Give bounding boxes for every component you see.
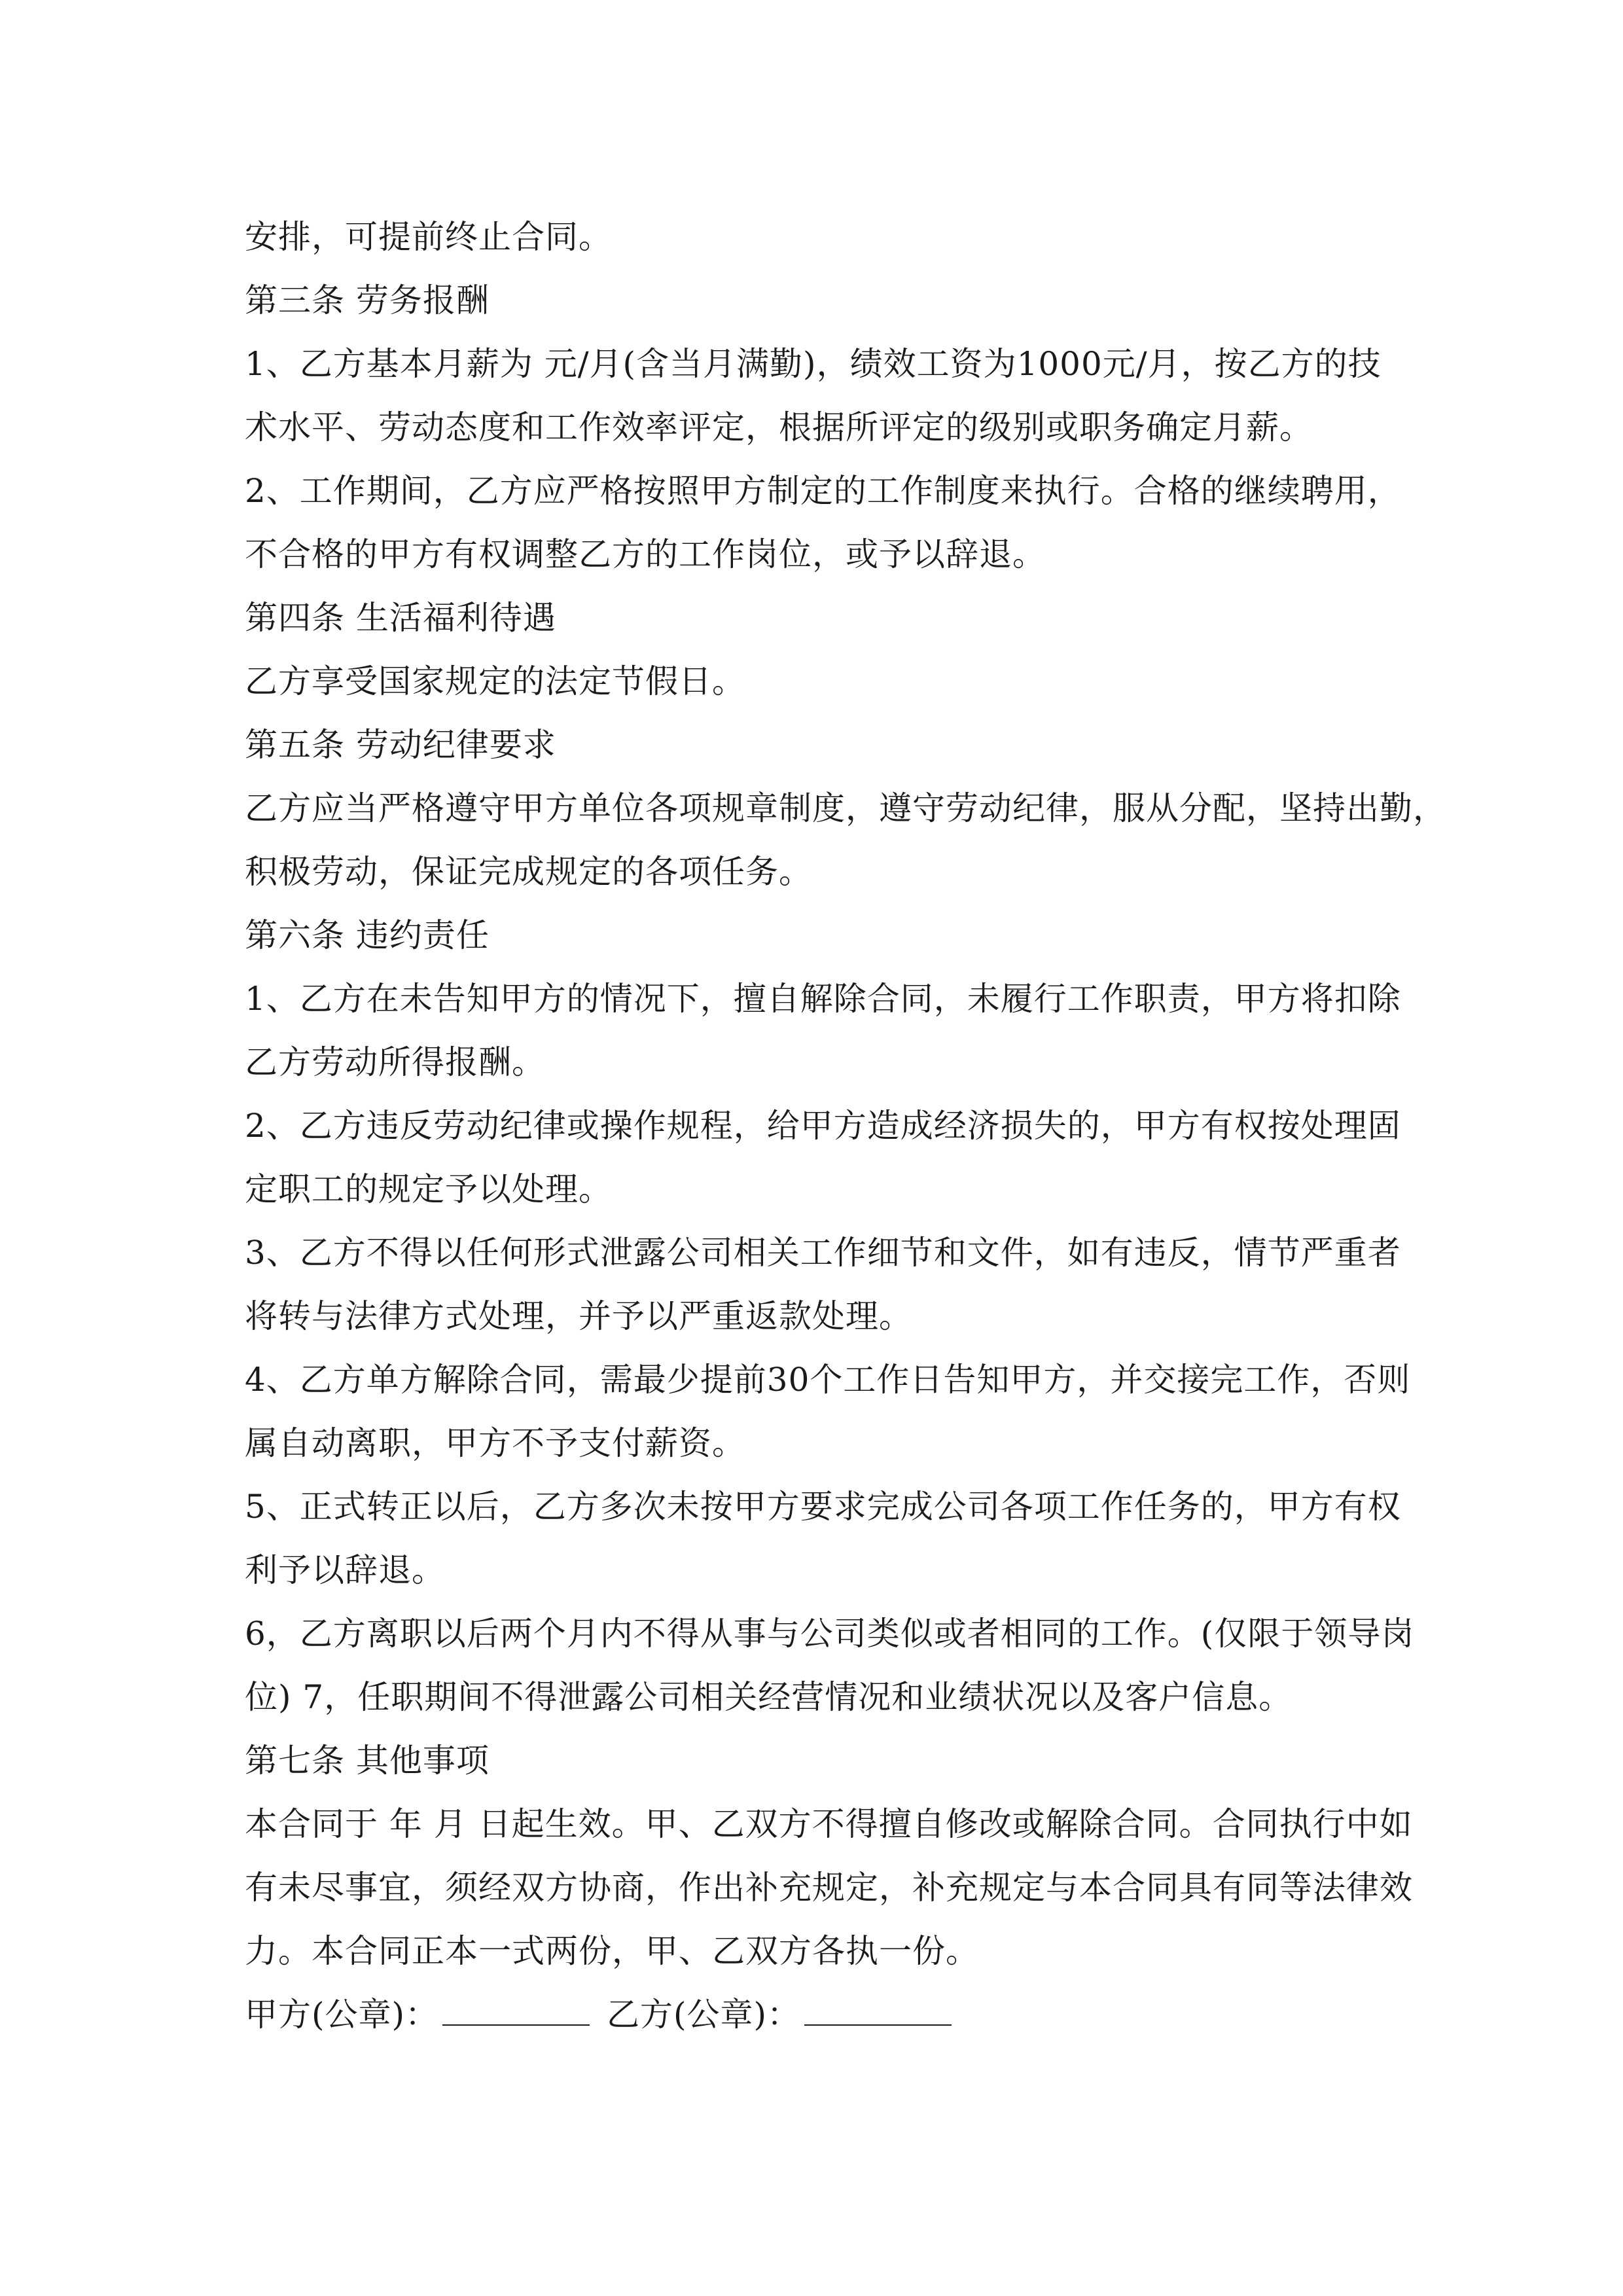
text-line: 有未尽事宜，须经双方协商，作出补充规定，补充规定与本合同具有同等法律效 — [245, 1869, 1413, 1907]
text-line: 安排，可提前终止合同。 — [245, 218, 612, 256]
party-a-seal-label: 甲方(公章)： — [245, 1996, 439, 2034]
party-b-seal-label: 乙方(公章)： — [607, 1996, 801, 2034]
text-line: 将转与法律方式处理，并予以严重返款处理。 — [245, 1297, 912, 1335]
text-line: 本合同于 年 月 日起生效。甲、乙双方不得擅自修改或解除合同。合同执行中如 — [245, 1805, 1413, 1843]
text-line: 积极劳动，保证完成规定的各项任务。 — [245, 853, 812, 891]
text-line: 利予以辞退。 — [245, 1551, 445, 1589]
text-line: 术水平、劳动态度和工作效率评定，根据所评定的级别或职务确定月薪。 — [245, 408, 1313, 446]
text-line: 5、正式转正以后，乙方多次未按甲方要求完成公司各项工作任务的，甲方有权 — [245, 1488, 1401, 1526]
section-heading: 第四条 生活福利待遇 — [245, 599, 556, 637]
text-line: 位) 7，任职期间不得泄露公司相关经营情况和业绩状况以及客户信息。 — [245, 1678, 1293, 1716]
text-line: 3、乙方不得以任何形式泄露公司相关工作细节和文件，如有违反，情节严重者 — [245, 1234, 1401, 1272]
text-line: 4、乙方单方解除合同，需最少提前30个工作日告知甲方，并交接完工作，否则 — [245, 1361, 1411, 1399]
party-a-seal-blank — [442, 1992, 590, 2026]
text-line: 1、乙方基本月薪为 元/月(含当月满勤)，绩效工资为1000元/月，按乙方的技 — [245, 345, 1382, 383]
section-heading: 第三条 劳务报酬 — [245, 281, 490, 319]
text-line: 2、乙方违反劳动纪律或操作规程，给甲方造成经济损失的，甲方有权按处理固 — [245, 1107, 1401, 1145]
text-line: 6，乙方离职以后两个月内不得从事与公司类似或者相同的工作。(仅限于领导岗 — [245, 1615, 1415, 1653]
text-line: 乙方劳动所得报酬。 — [245, 1043, 545, 1081]
text-line: 2、工作期间，乙方应严格按照甲方制定的工作制度来执行。合格的继续聘用， — [245, 472, 1401, 510]
text-line: 乙方应当严格遵守甲方单位各项规章制度，遵守劳动纪律，服从分配，坚持出勤， — [245, 789, 1446, 827]
section-heading: 第六条 违约责任 — [245, 916, 490, 954]
section-heading: 第五条 劳动纪律要求 — [245, 726, 556, 764]
contract-body — [245, 206, 1446, 2047]
text-line: 属自动离职，甲方不予支付薪资。 — [245, 1424, 745, 1462]
party-b-seal-blank — [804, 1992, 952, 2026]
section-heading: 第七条 其他事项 — [245, 1742, 490, 1780]
text-line: 不合格的甲方有权调整乙方的工作岗位，或予以辞退。 — [245, 535, 1046, 573]
text-line: 力。本合同正本一式两份，甲、乙双方各执一份。 — [245, 1932, 979, 1970]
text-line: 1、乙方在未告知甲方的情况下，擅自解除合同，未履行工作职责，甲方将扣除 — [245, 980, 1401, 1018]
text-line: 定职工的规定予以处理。 — [245, 1170, 612, 1208]
signature-row — [245, 1983, 1390, 2047]
text-line: 乙方享受国家规定的法定节假日。 — [245, 662, 745, 700]
